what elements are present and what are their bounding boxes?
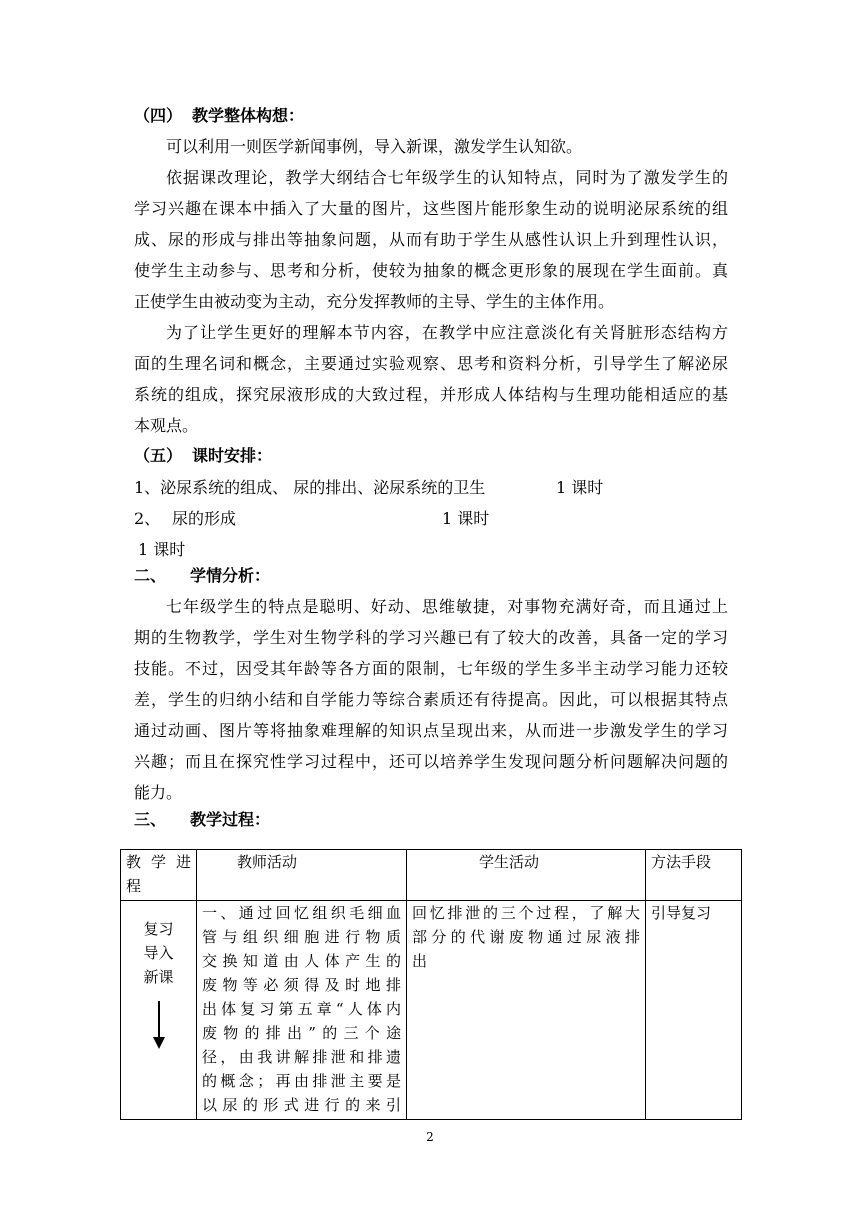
teaching-process-table (120, 849, 742, 1120)
paragraph-line: 依据课改理论，教学大纲结合七年级学生的认知特点，同时为了激发学生的 (166, 168, 728, 187)
paragraph-line: 使学生主动参与、思考和分析，使较为抽象的概念更形象的展现在学生面前。真 (134, 261, 728, 280)
paragraph-line: 差，学生的归纳小结和自学能力等综合素质还有待提高。因此，可以根据其特点 (134, 690, 728, 709)
paragraph-line: 七年级学生的特点是聪明、好动、思维敏捷，对事物充满好奇，而且通过上 (166, 597, 728, 616)
arrow-down-icon (152, 1001, 166, 1049)
paragraph-line: 能力。 (134, 783, 183, 802)
paragraph-line: 技能。不过，因受其年龄等各方面的限制，七年级的学生多半主动学习能力还较 (134, 659, 728, 678)
paragraph-line: 可以利用一则医学新闻事例，导入新课，激发学生认知欲。 (166, 137, 583, 156)
paragraph-line: 学习兴趣在课本中插入了大量的图片，这些图片能形象生动的说明泌尿系统的组 (134, 199, 728, 218)
schedule-extra: 1 课时 (138, 540, 186, 559)
document-page: （四） 教学整体构想： 可以利用一则医学新闻事例，导入新课，激发学生认知欲。 依据课改理论，教学大纲结合七年级学生的认知特点，同时为了激发学生的 学习兴趣在课本中插入了大量的图片，这些图片能形象生动的说明泌尿系统的组 成、尿的形成与排出等抽象问题，从而有助于学生从感性认识上升到理性认识， 使学生主动参与、思考和分析，使较为抽象的概念更形象的展现在学生面前。真 正使学生由被动变为主动，充分发挥教师的主导、学生的主体作用。 为了让学生更好的理解本节内容，在教学中应注意淡化有关肾脏形态结构方 面的生理名词和概念，主要通过实验观察、思考和资料分析，引导学生了解泌尿 系统的组成，探究尿液形成的大致过程，并形成人体结构与生理功能相适应的基 本观点。 （五） 课时安排： 1、泌尿系统的组成、 尿的排出、泌尿系统的卫生 1 课时 2、 尿的形成 1 课时 1 课时 二、 学情分析： 七年级学生的特点是聪明、好动、思维敏捷，对事物充满好奇，而且通过上 期的生物教学，学生对生物学科的学习兴趣已有了较大的改善，具备一定的学习 技能。不过，因受其年龄等各方面的限制，七年级的学生多半主动学习能力还较 差，学生的归纳小结和自学能力等综合素质还有待提高。因此，可以根据其特点 通过动画、图片等将抽象难理解的知识点呈现出来，从而进一步激发学生的学习 兴趣；而且在探究性学习过程中，还可以培养学生发现问题分析问题解决问题的 能力。 三、 教学过程： 教学进 程 教师活动 学生活动 方法手段 复习 导入 新课 一、通过回忆组织毛细血 管与组织细胞进行物质 交换知道由人体产生的 废物等必须得及时地排 出体复习第五章“人体内 废物的排出”的三个途 径，由我讲解排泄和排遗 的概念；再由排泄主要是 以尿的形式进行的来引 回忆排泄的三个过程，了解大 部分的代谢废物通过尿液排 出 引导复习 2 (0, 0, 860, 1216)
method-cell: 引导复习 (646, 901, 742, 1120)
table-header-cell: 教师活动 (197, 850, 407, 901)
paragraph-line: 面的生理名词和概念，主要通过实验观察、思考和资料分析，引导学生了解泌尿 (134, 354, 728, 373)
table-header-cell: 学生活动 (407, 850, 646, 901)
paragraph-line: 为了让学生更好的理解本节内容，在教学中应注意淡化有关肾脏形态结构方 (166, 323, 728, 342)
page-number: 2 (426, 1130, 434, 1144)
table-row (121, 901, 742, 1120)
stage-cell: 复习 导入 新课 (121, 901, 197, 1120)
paragraph-line: 系统的组成，探究尿液形成的大致过程，并形成人体结构与生理功能相适应的基 (134, 385, 728, 404)
paragraph-line: 本观点。 (134, 416, 199, 435)
table-header-cell: 方法手段 (646, 850, 742, 901)
paragraph-line: 兴趣；而且在探究性学习过程中，还可以培养学生发现问题分析问题解决问题的 (134, 752, 728, 771)
paragraph-line: 正使学生由被动变为主动，充分发挥教师的主导、学生的主体作用。 (134, 292, 615, 311)
student-activity-cell: 回忆排泄的三个过程，了解大 部分的代谢废物通过尿液排 出 (407, 901, 646, 1120)
paragraph-line: 成、尿的形成与排出等抽象问题，从而有助于学生从感性认识上升到理性认识， (134, 230, 728, 249)
paragraph-line: 期的生物教学，学生对生物学科的学习兴趣已有了较大的改善，具备一定的学习 (134, 628, 728, 647)
table-header-row (121, 850, 742, 901)
table-header-cell: 教学进 程 (121, 850, 197, 901)
paragraph-line: 通过动画、图片等将抽象难理解的知识点呈现出来，从而进一步激发学生的学习 (134, 721, 728, 740)
teacher-activity-cell: 一、通过回忆组织毛细血 管与组织细胞进行物质 交换知道由人体产生的 废物等必须得及时地排 出体复习第五章“人体内 废物的排出”的三个途 径，由我讲解排泄和排遗 的概念；再由排泄主要是 以尿的形式进行的来引 (197, 901, 407, 1120)
